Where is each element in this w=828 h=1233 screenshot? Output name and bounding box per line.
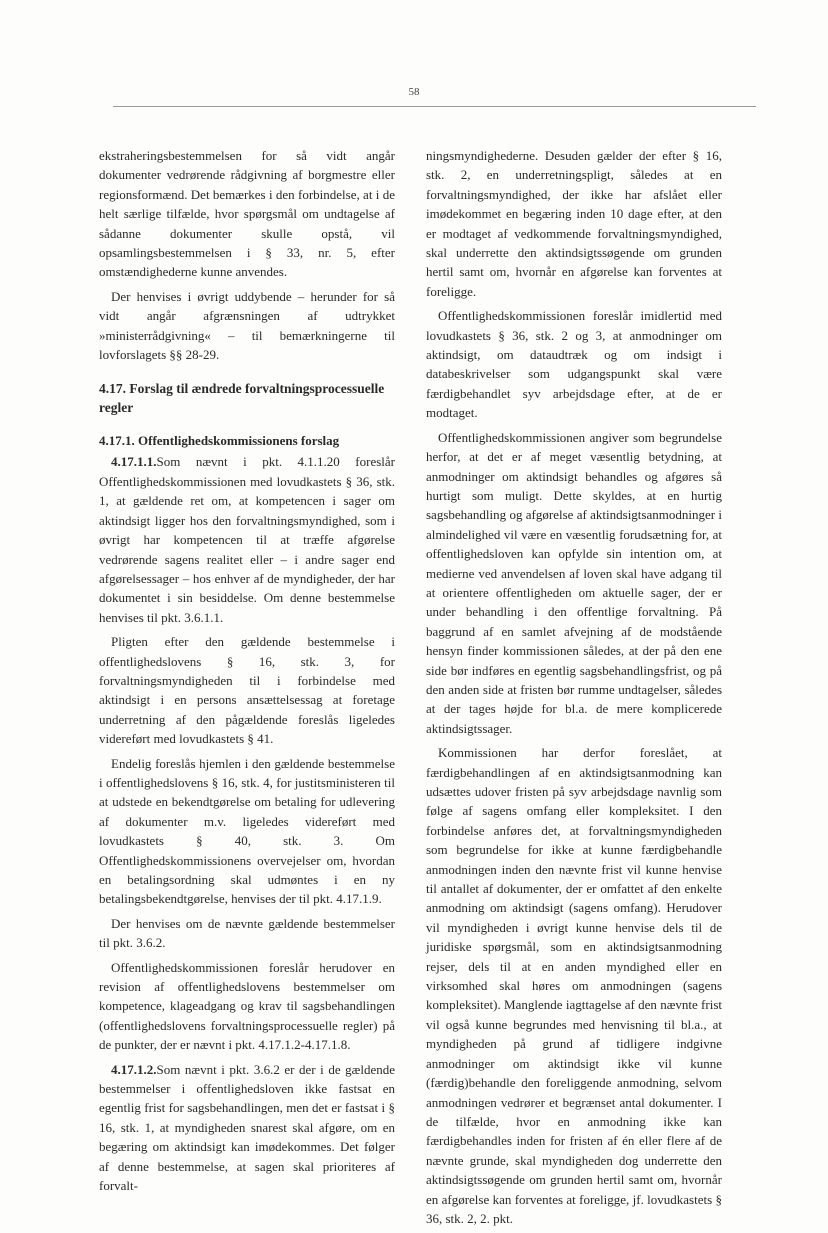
- paragraph: Der henvises om de nævnte gældende bestemmelser til pkt. 3.6.2.: [99, 915, 395, 951]
- right-column: [426, 146, 722, 1233]
- paragraph: [99, 452, 395, 627]
- paragraph-text: Som nævnt i pkt. 4.1.1.20 foreslår Offentlighedskommissionen med lovudkastets § 36, stk. 1, at gældende ret om, at kompetencen i sager om aktindsigt ligger hos den forvaltningsmyndighed, som i øvrigt har kompetencen til at træffe afgørelse vedrørende sagens realitet eller – i andre sager end afgørelsessager – hos enhver af de myndigheder, der har dokumentet i sin besiddelse. Om denne bestemmelse henvises til pkt. 3.6.1.1.: [99, 454, 395, 625]
- paragraph: [99, 1060, 395, 1196]
- section-heading: 4.17. Forslag til ændrede forvaltningsprocessuelle regler: [99, 381, 385, 416]
- left-column: [99, 146, 395, 1201]
- paragraph: Offentlighedskommissionen angiver som begrundelse herfor, at det er af meget væsentlig betydning, at anmodninger om aktindsigt behandles og afgøres så hurtigt som muligt. Dette skyldes, at en hurtig sagsbehandling og afgørelse af aktindsigtsanmodninger i almindelighed vil være en væsentlig forudsætning for, at offentlighedsloven kan opfylde sin intention om, at medierne ved anvendelsen af loven skal have adgang til at orientere offentligheden om aktuelle sager, der er under behandling i den offentlige forvaltning. På baggrund af en samlet afvejning af de modstående hensyn finder kommissionen således, at der på den ene side bør indføres en egentlig sagsbehandlingsfrist, og på den anden side at fristen bør rumme undtagelser, således at der tages højde for bl.a. de mere komplicerede aktindsigtssager.: [426, 429, 722, 736]
- paragraph: Kommissionen har derfor foreslået, at færdigbehandlingen af en aktindsigtsanmodning kan udsættes udover fristen på syv arbejdsdage navnlig som følge af sagens omfang eller kompleksitet. I den forbindelse anføres det, at forvaltningsmyndigheden som begrundelse for ikke at kunne færdigbehandle anmodningen inden den nævnte frist vil kunne henvise til antallet af dokumenter, der er omfattet af den enkelte anmodning om aktindsigt (sagens omfang). Herudover vil myndigheden i øvrigt kunne henvise dels til de juridiske spørgsmål, som en aktindsigtsanmodning rejser, dels til at en anden myndighed eller en virksomhed skal høres om anmodningen (sagens kompleksitet). Manglende iagttagelse af den nævnte frist vil også kunne begrundes med henvisning til bl.a., at myndigheden på grund af tidligere indgivne anmodninger om aktindsigt ikke vil kunne (færdig)behandle den foreliggende anmodning, selvom anmodningen vedrører et begrænset antal dokumenter. I de tilfælde, hvor en anmodning ikke kan færdigbehandles inden for fristen af én eller flere af de nævnte grunde, skal myndigheden dog underrette den aktindsigtssøgende om grunden hertil samt om, hvornår en afgørelse kan forventes at foreligge, jf. lovudkastets § 36, stk. 2, 2. pkt.: [426, 745, 722, 1226]
- paragraph: Endelig foreslås hjemlen i den gældende bestemmelse i offentlighedslovens § 16, stk. 4, for justitsministeren til at udstede en bekendtgørelse om betaling for udlevering af dokumenter m.v. ligeledes videreført med lovudkastets § 40, stk. 3. Om Offentlighedskommissionens overvejelser om, hvordan en betalingsordning skal udmøntes i en ny betalingsbekendtgørelse, henvises der til pkt. 4.17.1.9.: [99, 755, 395, 907]
- paragraph-text: Som nævnt i pkt. 3.6.2 er der i de gældende bestemmelser i offentlighedsloven ikke fastsat en egentlig frist for sagsbehandlingen, men det er fastsat i § 16, stk. 1, at myndigheden snarest skal afgøre, om en begæring om aktindsigt kan imødekommes. Det følger af denne bestemmelse, at sagen skal prioriteres af forvalt-: [99, 1061, 395, 1194]
- paragraph: Offentlighedskommissionen foreslår imidlertid med lovudkastets § 36, stk. 2 og 3, at anmodninger om aktindsigt, om dataudtræk og om indsigt i databeskrivelser som udgangspunkt skal være færdigbehandlet syv arbejdsdage efter, at de er modtaget.: [426, 308, 722, 421]
- paragraph: ekstraheringsbestemmelsen for så vidt angår dokumenter vedrørende rådgivning af borgmestre eller regionsformænd. Det bemærkes i den forbindelse, at i de helt særlige tilfælde, hvor spørgsmål om undtagelse af sådanne dokumenter skulle opstå, vil opsamlingsbestemmelsen i § 33, nr. 5, efter omstændighederne kunne anvendes.: [99, 148, 395, 280]
- subsection-heading: 4.17.1. Offentlighedskommissionens forslag: [99, 433, 340, 449]
- paragraph: ningsmyndighederne. Desuden gælder der efter § 16, stk. 2, en underretningspligt, således at en forvaltningsmyndighed, der ikke har afslået eller imødekommet en begæring inden 10 dage efter, at den er modtaget af vedkommende forvaltningsmyndighed, skal underrette den aktindsigtssøgende om grunden hertil samt om, hvornår en afgørelse kan forventes at foreligge.: [426, 148, 722, 299]
- paragraph-lead-number: 4.17.1.1.: [111, 454, 157, 470]
- page-number: 58: [408, 86, 420, 98]
- paragraph: Pligten efter den gældende bestemmelse i offentlighedslovens § 16, stk. 3, for forvaltningsmyndigheden til i forbindelse med aktindsigt i en persons ansættelsessag at foretage underretning af den pågældende foreslås ligeledes videreført med lovudkastets § 41.: [99, 634, 395, 747]
- paragraph-lead-number: 4.17.1.2.: [111, 1061, 157, 1077]
- paragraph: Offentlighedskommissionen foreslår herudover en revision af offentlighedslovens bestemmelser om kompetence, klageadgang og krav til sagsbehandlingen (offentlighedslovens forvaltningsprocessuelle regler) på de punkter, der er nævnt i pkt. 4.17.1.2-4.17.1.8.: [99, 959, 395, 1053]
- header-rule: [113, 106, 756, 107]
- paragraph: Der henvises i øvrigt uddybende – herunder for så vidt angår afgrænsningen af udtrykket »ministerrådgivning« – til bemærkningerne til lovforslagets §§ 28-29.: [99, 288, 395, 363]
